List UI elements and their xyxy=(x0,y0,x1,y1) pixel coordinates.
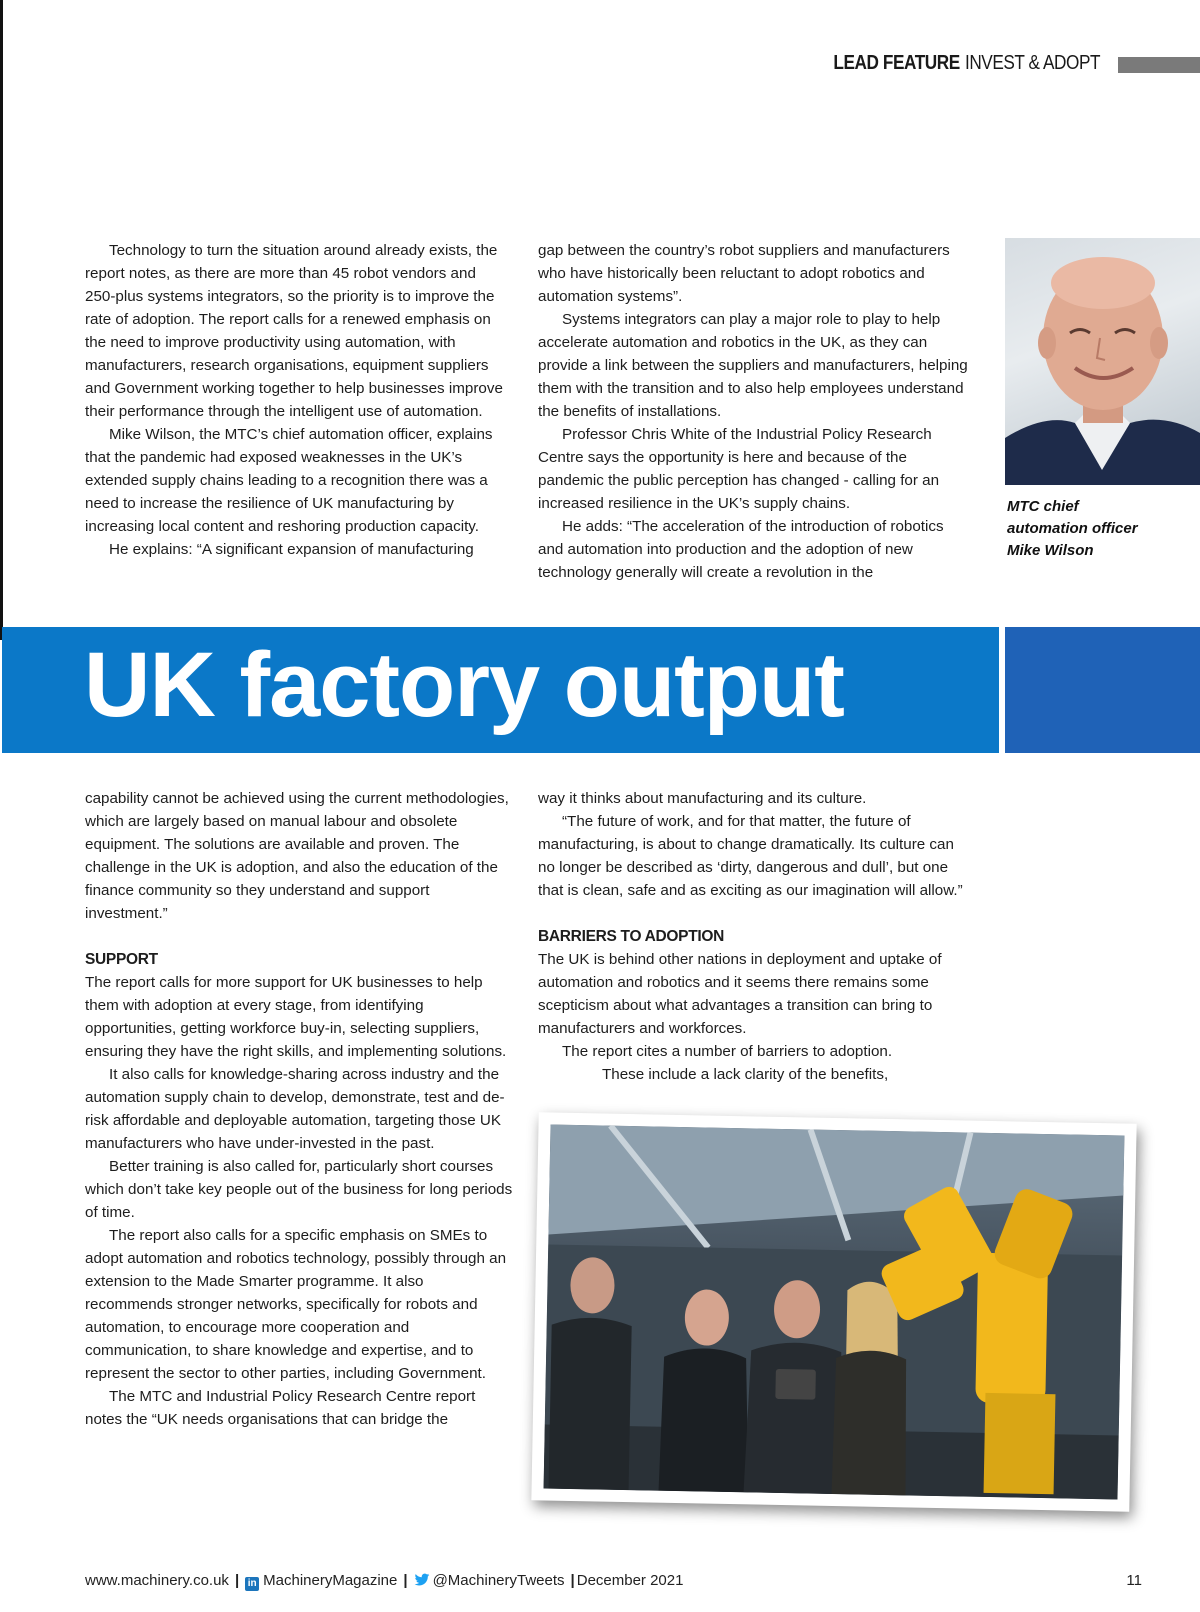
footer-website[interactable]: www.machinery.co.uk xyxy=(85,1572,229,1589)
article-column-4 xyxy=(538,787,968,1086)
paragraph: Better training is also called for, particularly short courses which don’t take key people out of the business for long periods of time. xyxy=(85,1158,513,1221)
article-column-2 xyxy=(538,239,968,584)
caption-line: Mike Wilson xyxy=(1007,542,1094,559)
header-section: INVEST & ADOPT xyxy=(964,52,1100,74)
section-heading: SUPPORT xyxy=(85,951,158,968)
page-footer xyxy=(85,1572,683,1591)
footer-twitter[interactable]: @MachineryTweets xyxy=(432,1572,565,1589)
paragraph: Professor Chris White of the Industrial Policy Research Centre says the opportunity is here and because of the pandemic the public perception has changed - calling for an increased resilience in the UK’s supply chains. xyxy=(538,426,940,512)
portrait-illustration xyxy=(1005,238,1200,485)
title-banner-accent xyxy=(1005,627,1200,753)
footer-separator: | xyxy=(570,1572,575,1589)
article-title: UK factory output xyxy=(84,634,844,736)
article-column-1 xyxy=(85,239,505,561)
header-kicker: LEAD FEATURE xyxy=(833,52,960,74)
paragraph: Systems integrators can play a major role to play to help accelerate automation and robotics in the UK, as they can provide a link between the suppliers and manufacturers, helping them with the transition and to also help employees understand the benefits of installations. xyxy=(538,311,968,420)
robot-photo-illustration xyxy=(544,1125,1125,1500)
paragraph: way it thinks about manufacturing and its culture. xyxy=(538,790,867,807)
portrait-photo xyxy=(1005,238,1200,485)
paragraph: These include a lack clarity of the benefits, xyxy=(602,1066,889,1083)
paragraph: Mike Wilson, the MTC’s chief automation officer, explains that the pandemic had exposed weaknesses in the UK’s extended supply chains leading to a recognition there was a need to increase the resilience of UK manufacturing by increasing local content and reshoring production capacity. xyxy=(85,426,493,535)
paragraph: He explains: “A significant expansion of manufacturing xyxy=(109,541,474,558)
paragraph: He adds: “The acceleration of the introduction of robotics and automation into production and the adoption of new technology generally will create a revolution in the xyxy=(538,518,944,581)
caption-line: MTC chief xyxy=(1007,498,1079,515)
footer-separator: | xyxy=(403,1572,408,1589)
header-bar xyxy=(1118,57,1200,73)
paragraph: Technology to turn the situation around already exists, the report notes, as there are more than 45 robot vendors and 250-plus systems integrators, so the priority is to improve the rate of adoption. The report calls for a renewed emphasis on the need to improve productivity using automation, with manufacturers, research organisations, equipment suppliers and Government working together to help businesses improve their performance through the intelligent use of automation. xyxy=(85,242,503,420)
footer-linkedin[interactable]: MachineryMagazine xyxy=(263,1572,398,1589)
footer-separator: | xyxy=(234,1572,240,1589)
paragraph: The UK is behind other nations in deployment and uptake of automation and robotics and it seems there remains some scepticism about what advantages a transition can bring to manufacturers and workforces. xyxy=(538,951,942,1037)
photo-caption xyxy=(1007,496,1187,562)
paragraph: The report also calls for a specific emphasis on SMEs to adopt automation and robotics technology, possibly through an extension to the Made Smarter programme. It also recommends stronger networks, specifically for robots and automation, to encourage more cooperation and communication, to share knowledge and expertise, and to represent the sector to other parties, including Government. xyxy=(85,1227,507,1382)
paragraph: “The future of work, and for that matter, the future of manufacturing, is about to change dramatically. Its culture can no longer be described as ‘dirty, dangerous and dull’, but one that is clean, safe and as exciting as our imagination will allow.” xyxy=(538,813,963,899)
caption-line: automation officer xyxy=(1007,520,1138,537)
section-heading: BARRIERS TO ADOPTION xyxy=(538,928,725,945)
paragraph: The report calls for more support for UK businesses to help them with adoption at every stage, from identifying opportunities, getting workforce buy-in, selecting suppliers, ensuring they have the right skills, and implementing solutions. xyxy=(85,974,507,1060)
section-header xyxy=(833,52,1100,75)
paragraph: gap between the country’s robot suppliers and manufacturers who have historically been reluctant to adopt robotics and automation systems”. xyxy=(538,242,950,305)
article-column-3 xyxy=(85,787,515,1431)
linkedin-icon: in xyxy=(245,1577,259,1591)
paragraph: It also calls for knowledge-sharing across industry and the automation supply chain to develop, demonstrate, test and de-risk affordable and deployable automation, targeting those UK manufacturers who have under-invested in the past. xyxy=(85,1066,505,1152)
twitter-icon xyxy=(414,1573,430,1587)
paragraph: The report cites a number of barriers to adoption. xyxy=(562,1043,893,1060)
robot-photo xyxy=(531,1112,1136,1511)
page-number: 11 xyxy=(1126,1572,1142,1589)
paragraph: The MTC and Industrial Policy Research Centre report notes the “UK needs organisations that can bridge the xyxy=(85,1388,476,1428)
left-page-rule xyxy=(0,0,3,640)
paragraph: capability cannot be achieved using the current methodologies, which are largely based on manual labour and obsolete equipment. The solutions are available and proven. The challenge in the UK is adoption, and also the education of the finance community so they understand and support investment.” xyxy=(85,790,509,922)
footer-date: December 2021 xyxy=(576,1572,684,1589)
